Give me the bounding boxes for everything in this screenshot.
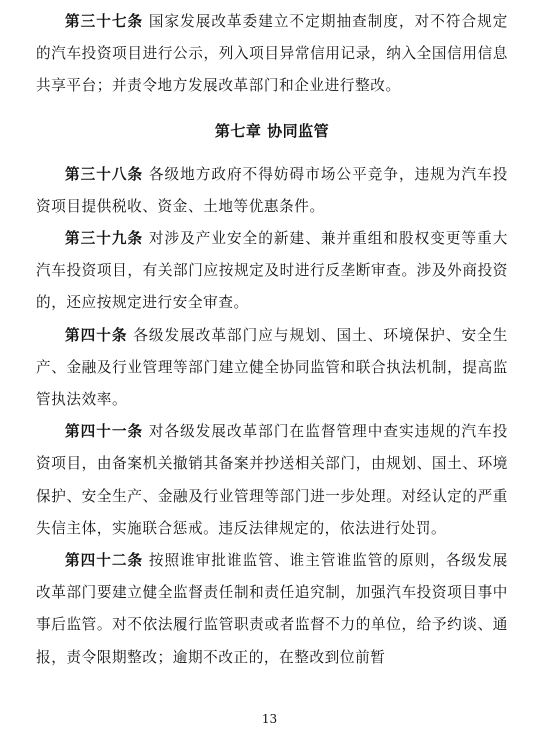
article-label: 第三十七条 — [65, 13, 144, 30]
article-39 — [36, 223, 508, 320]
article-text: 各级地方政府不得妨碍市场公平竞争，违规为汽车投资项目提供税收、资金、土地等优惠条件。 — [36, 165, 508, 215]
article-38 — [36, 159, 508, 223]
article-40 — [36, 320, 508, 417]
article-text: 对各级发展改革部门在监督管理中查实违规的汽车投资项目，由备案机关撤销其备案并抄送相关部门，由规划、国土、环境保护、安全生产、金融及行业管理等部门进一步处理。对经认定的严重失信主体，实施联合惩戒。违反法律规定的，依法进行处罚。 — [36, 423, 508, 537]
document-page — [36, 6, 508, 674]
page-number: 13 — [261, 712, 278, 726]
article-label: 第四十二条 — [65, 552, 144, 570]
article-41 — [36, 416, 508, 545]
article-label: 第三十九条 — [65, 230, 144, 248]
article-text: 各级发展改革部门应与规划、国土、环境保护、安全生产、金融及行业管理等部门建立健全协同监管和联合执法机制，提高监管执法效率。 — [36, 326, 509, 409]
article-text: 国家发展改革委建立不定期抽查制度，对不符合规定的汽车投资项目进行公示，列入项目异常信用记录，纳入全国信用信息共享平台；并责令地方发展改革部门和企业进行整改。 — [36, 13, 508, 95]
article-label: 第三十八条 — [65, 165, 144, 183]
chapter-title: 第七章 协同监管 — [214, 121, 330, 140]
article-42 — [36, 545, 508, 674]
article-label: 第四十一条 — [65, 423, 144, 441]
article-text: 按照谁审批谁监管、谁主管谁监管的原则，各级发展改革部门要建立健全监督责任制和责任追究制，加强汽车投资项目事中事后监管。对不依法履行监管职责或者监督不力的单位，给予约谈、通报，责令限期整改；逾期不改正的，在整改到位前暂 — [36, 552, 508, 666]
article-label: 第四十条 — [65, 326, 128, 344]
article-text: 对涉及产业安全的新建、兼并重组和股权变更等重大汽车投资项目，有关部门应按规定及时进行反垄断审查。涉及外商投资的，还应按规定进行安全审查。 — [36, 230, 508, 312]
article-37 — [36, 6, 508, 103]
